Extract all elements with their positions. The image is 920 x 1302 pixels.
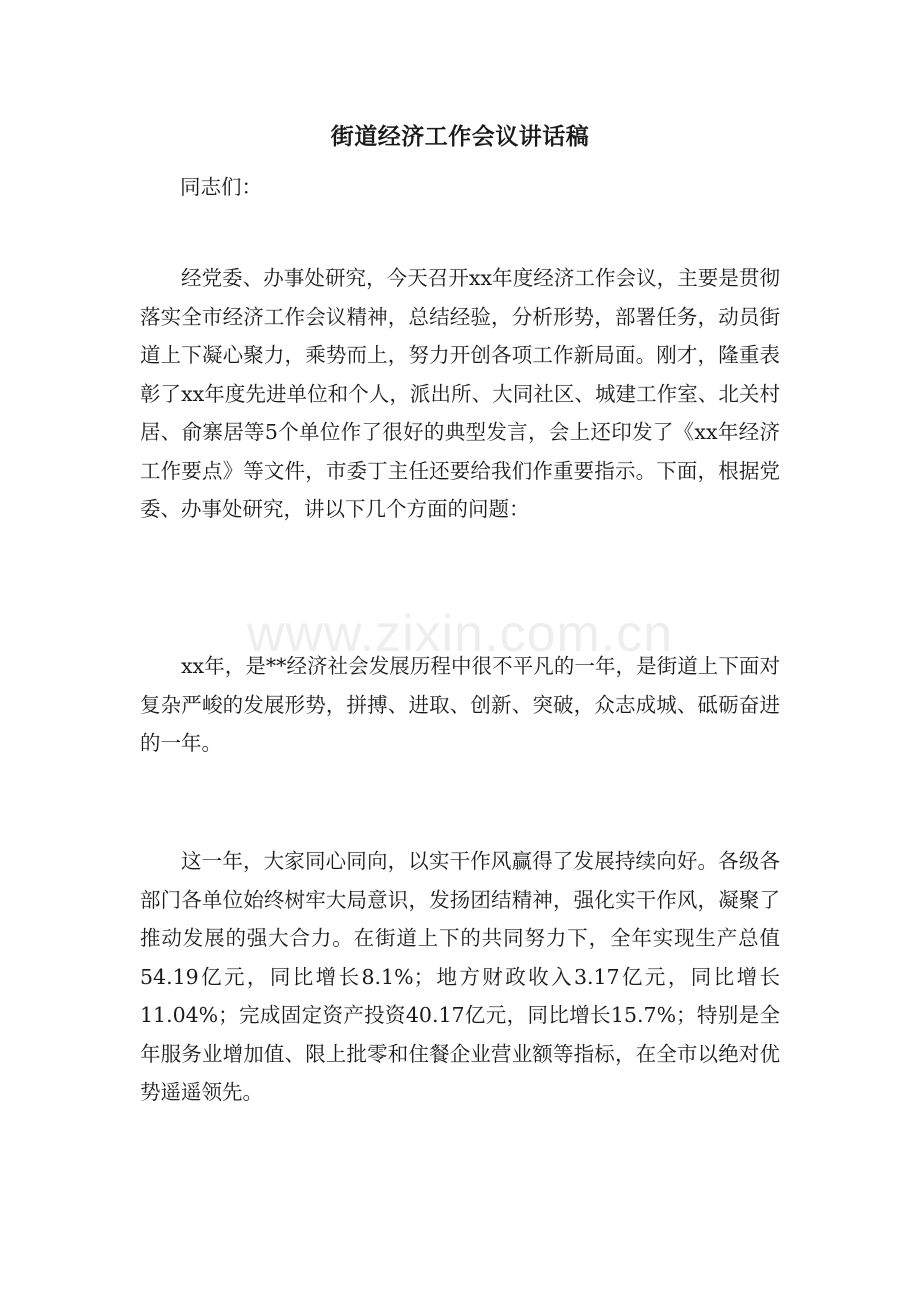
- paragraph-1: 经党委、办事处研究，今天召开xx年度经济工作会议，主要是贯彻落实全市经济工作会议精神，总结经验，分析形势，部署任务，动员街道上下凝心聚力，乘势而上，努力开创各项工作新局面。刚才，隆重表彰了xx年度先进单位和个人，派出所、大同社区、城建工作室、北关村居、俞寨居等5个单位作了很好的典型发言，会上还印发了《xx年经济工作要点》等文件，市委丁主任还要给我们作重要指示。下面，根据党委、办事处研究，讲以下几个方面的问题：: [140, 266, 780, 521]
- paragraph-3: 这一年，大家同心同向，以实干作风赢得了发展持续向好。各级各部门各单位始终树牢大局意识，发扬团结精神，强化实干作风，凝聚了推动发展的强大合力。在街道上下的共同努力下，全年实现生产总值54.19亿元，同比增长8.1%；地方财政收入3.17亿元，同比增长11.04%；完成固定资产投资40.17亿元，同比增长15.7%；特别是全年服务业增加值、限上批零和住餐企业营业额等指标，在全市以绝对优势遥遥领先。: [140, 849, 780, 1104]
- paragraph-2: xx年，是**经济社会发展历程中很不平凡的一年，是街道上下面对复杂严峻的发展形势，拼搏、进取、创新、突破，众志成城、砥砺奋进的一年。: [140, 654, 780, 755]
- document-title: 街道经济工作会议讲话稿: [330, 123, 590, 150]
- watermark: www.zixin.com.cn: [246, 605, 674, 663]
- salutation: 同志们：: [180, 175, 262, 199]
